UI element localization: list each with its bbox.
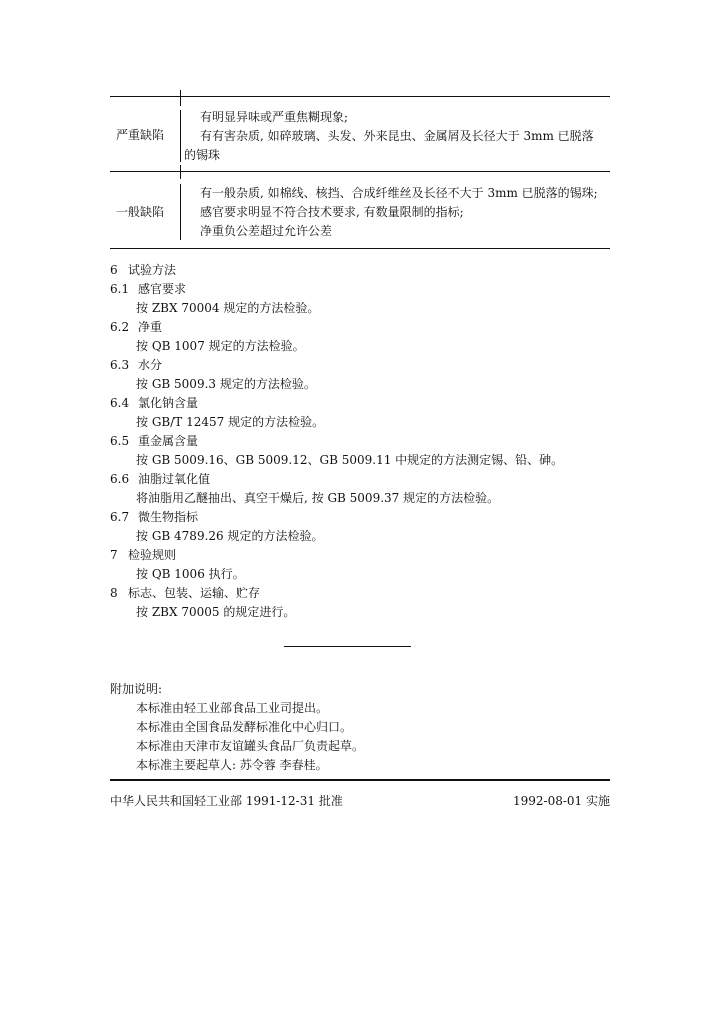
section-body: 按 ZBX 70005 的规定进行。 — [136, 605, 296, 619]
section-title: 试验方法 — [128, 263, 177, 277]
section-number: 6.1 — [110, 282, 130, 296]
section-number: 6.7 — [110, 510, 130, 524]
section-heading — [110, 356, 162, 373]
section-heading — [110, 584, 260, 601]
table-middle-rule — [110, 171, 610, 172]
section-body: 按 QB 1007 规定的方法检验。 — [136, 339, 305, 353]
section-body: 按 ZBX 70004 规定的方法检验。 — [136, 301, 320, 315]
section-body: 按 GB 4789.26 规定的方法检验。 — [136, 529, 324, 543]
general-defect-item: 有一般杂质, 如棉线、核挡、合成纤维丝及长径不大于 3mm 已脱落的锡珠; — [200, 186, 598, 200]
section-title: 氯化钠含量 — [138, 396, 199, 410]
section-number: 6 — [110, 263, 118, 277]
section-heading — [110, 432, 198, 449]
section-heading — [110, 318, 162, 335]
approval-date: 中华人民共和国轻工业部 1991-12-31 批准 — [110, 794, 343, 808]
section-heading — [110, 546, 176, 563]
category-general-defect: 一般缺陷 — [116, 205, 165, 219]
section-body: 将油脂用乙醚抽出、真空干燥后, 按 GB 5009.37 规定的方法检验。 — [136, 491, 500, 505]
section-heading — [110, 394, 198, 411]
general-defect-item: 感官要求明显不符合技术要求, 有数量限制的指标; — [200, 205, 464, 219]
section-body: 按 GB 5009.3 规定的方法检验。 — [136, 377, 316, 391]
section-heading — [110, 261, 176, 278]
section-number: 6.3 — [110, 358, 130, 372]
table-column-rule-row1 — [180, 110, 181, 162]
section-title: 微生物指标 — [138, 510, 199, 524]
section-number: 6.4 — [110, 396, 130, 410]
notes-heading: 附加说明: — [110, 682, 163, 696]
section-number: 6.5 — [110, 434, 130, 448]
table-column-rule-top-tick — [180, 90, 181, 106]
section-title: 感官要求 — [138, 282, 187, 296]
section-title: 重金属含量 — [138, 434, 199, 448]
category-serious-defect: 严重缺陷 — [116, 128, 165, 142]
section-body: 按 GB/T 12457 规定的方法检验。 — [136, 415, 325, 429]
section-heading — [110, 470, 210, 487]
section-title: 油脂过氧化值 — [138, 472, 211, 486]
serious-defect-item: 有有害杂质, 如碎玻璃、头发、外来昆虫、金属屑及长径大于 3mm 已脱落 — [200, 129, 594, 143]
note-line: 本标准主要起草人: 苏令蓉 李春桂。 — [136, 758, 328, 772]
general-defect-item: 净重负公差超过允许公差 — [200, 224, 333, 238]
table-bottom-rule — [110, 248, 610, 249]
section-body: 按 QB 1006 执行。 — [136, 567, 245, 581]
section-number: 8 — [110, 586, 118, 600]
effective-date: 1992-08-01 实施 — [512, 794, 610, 808]
section-title: 标志、包装、运输、贮存 — [128, 586, 261, 600]
table-column-rule-mid-tick — [180, 165, 181, 179]
end-of-text-rule — [284, 646, 411, 647]
serious-defect-item: 的锡珠 — [184, 148, 221, 162]
note-line: 本标准由全国食品发酵标准化中心归口。 — [136, 720, 353, 734]
note-line: 本标准由天津市友谊罐头食品厂负责起草。 — [136, 739, 365, 753]
section-heading — [110, 508, 198, 525]
table-column-rule-row2 — [180, 184, 181, 240]
table-top-rule — [110, 96, 610, 97]
section-number: 7 — [110, 548, 118, 562]
footer-rule — [110, 779, 610, 781]
section-number: 6.6 — [110, 472, 130, 486]
serious-defect-item: 有明显异味或严重焦糊现象; — [200, 110, 349, 124]
section-title: 检验规则 — [128, 548, 177, 562]
section-body: 按 GB 5009.16、GB 5009.12、GB 5009.11 中规定的方法测定锡、铅、砷。 — [136, 453, 564, 467]
section-number: 6.2 — [110, 320, 130, 334]
section-title: 水分 — [138, 358, 163, 372]
section-heading — [110, 280, 186, 297]
note-line: 本标准由轻工业部食品工业司提出。 — [136, 701, 329, 715]
section-title: 净重 — [138, 320, 163, 334]
